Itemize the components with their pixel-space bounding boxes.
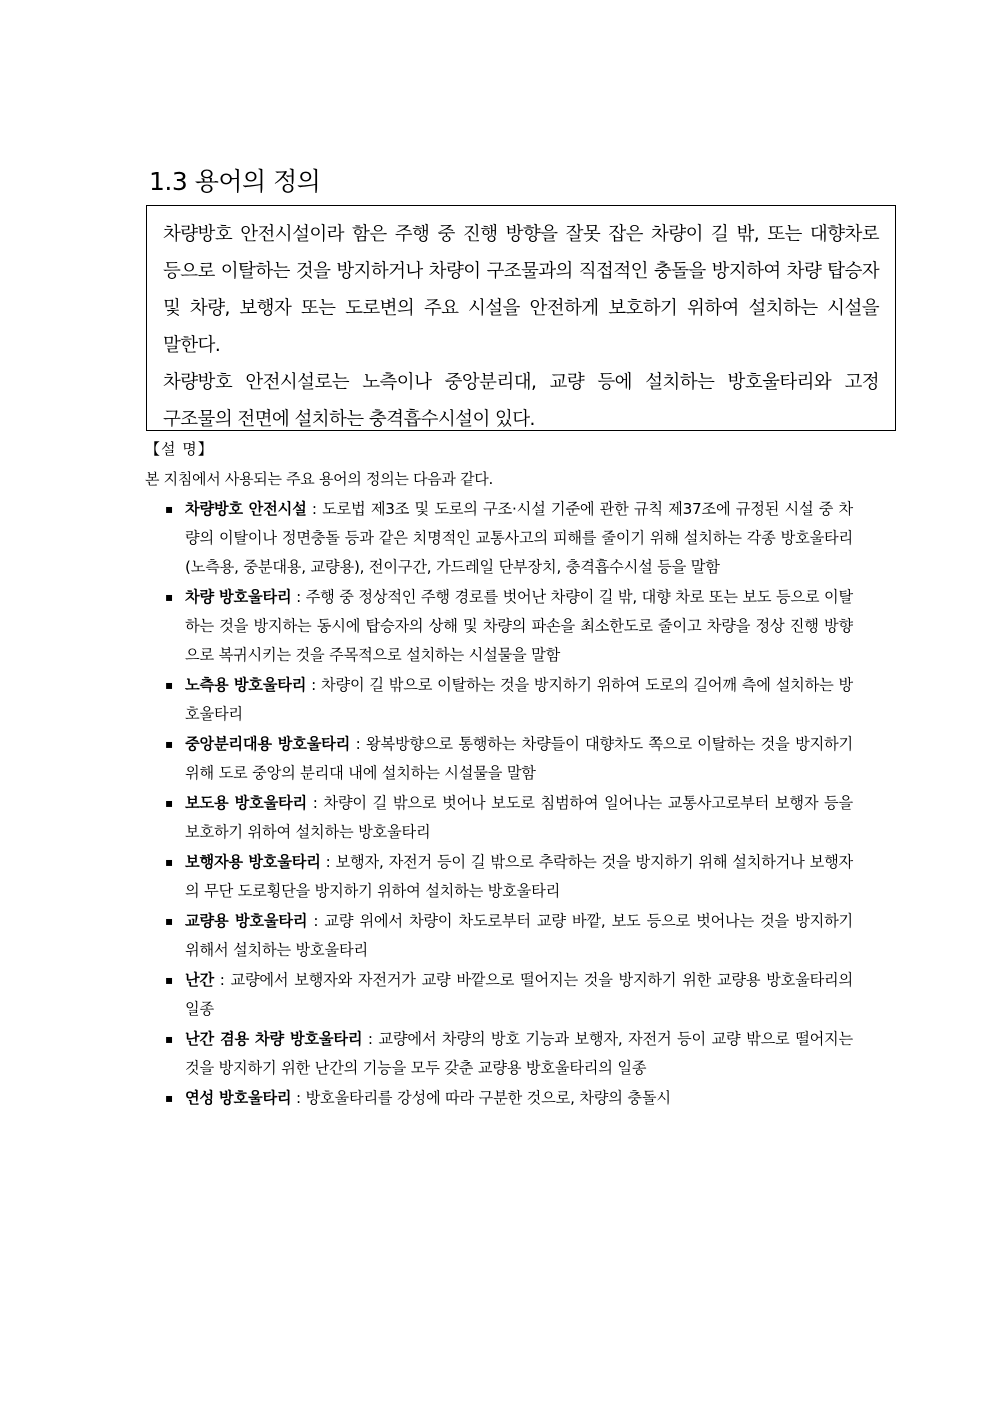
term-item	[163, 730, 853, 788]
term-description: : 방호울타리를 강성에 따라 구분한 것으로, 차량의 충돌시	[291, 1089, 671, 1107]
term-name: 노측용 방호울타리	[185, 676, 307, 694]
bullet-icon: ▪	[165, 737, 173, 751]
term-description: : 교량에서 차량의 방호 기능과 보행자, 자전거 등이 교량 밖으로 떨어지는 것을 방지하기 위한 난간의 기능을 모두 갖춘 교량용 방호울타리의 일종	[185, 1030, 853, 1077]
term-name: 보행자용 방호울타리	[185, 853, 321, 871]
bullet-icon: ▪	[165, 1091, 173, 1105]
term-name: 보도용 방호울타리	[185, 794, 308, 812]
term-name: 교량용 방호울타리	[185, 912, 308, 930]
bullet-icon: ▪	[165, 796, 173, 810]
bullet-icon: ▪	[165, 973, 173, 987]
term-item	[163, 495, 853, 582]
definition-paragraph-1: 차량방호 안전시설이라 함은 주행 중 진행 방향을 잘못 잡은 차량이 길 밖, 또는 대향차로 등으로 이탈하는 것을 방지하거나 차량이 구조물과의 직접적인 충돌을 방지하여 차량 탑승자 및 차량, 보행자 또는 도로변의 주요 시설을 안전하게 보호하기 위하여 설치하는 시설을 말한다.	[163, 224, 879, 356]
term-name: 연성 방호울타리	[185, 1089, 292, 1107]
term-name: 난간	[185, 971, 214, 989]
term-description: : 차량이 길 밖으로 이탈하는 것을 방지하기 위하여 도로의 길어깨 측에 설치하는 방호울타리	[185, 676, 854, 723]
term-item	[163, 848, 853, 906]
term-item	[163, 583, 853, 670]
term-description: : 주행 중 정상적인 주행 경로를 벗어난 차량이 길 밖, 대향 차로 또는 보도 등으로 이탈하는 것을 방지하는 동시에 탑승자의 상해 및 차량의 파손을 최소한도로 줄이고 차량을 정상 진행 방향으로 복귀시키는 것을 주목적으로 설치하는 시설물을 말함	[185, 588, 853, 664]
term-item	[163, 1025, 853, 1083]
term-description: : 왕복방향으로 통행하는 차량들이 대향차도 쪽으로 이탈하는 것을 방지하기 위해 도로 중앙의 분리대 내에 설치하는 시설물을 말함	[185, 735, 853, 782]
term-item	[163, 671, 853, 729]
term-name: 중앙분리대용 방호울타리	[185, 735, 351, 753]
term-item	[163, 789, 853, 847]
definition-box	[146, 205, 896, 431]
term-name: 차량 방호울타리	[185, 588, 292, 606]
term-description: : 교량에서 보행자와 자전거가 교량 바깥으로 떨어지는 것을 방지하기 위한 교량용 방호울타리의 일종	[185, 971, 853, 1018]
bullet-icon: ▪	[165, 590, 173, 604]
explanation-intro: 본 지침에서 사용되는 주요 용어의 정의는 다음과 같다.	[145, 470, 493, 488]
section-heading: 1.3 용어의 정의	[149, 167, 321, 196]
term-description: : 보행자, 자전거 등이 길 밖으로 추락하는 것을 방지하기 위해 설치하거나 보행자의 무단 도로횡단을 방지하기 위하여 설치하는 방호울타리	[185, 853, 854, 900]
bullet-icon: ▪	[165, 678, 173, 692]
term-list	[163, 495, 853, 1114]
explanation-label: 【설 명】	[145, 440, 214, 458]
term-name: 차량방호 안전시설	[185, 500, 307, 518]
bullet-icon: ▪	[165, 1032, 173, 1046]
bullet-icon: ▪	[165, 502, 173, 516]
term-item	[163, 966, 853, 1024]
term-name: 난간 겸용 차량 방호울타리	[185, 1030, 363, 1048]
bullet-icon: ▪	[165, 914, 173, 928]
term-description: : 교량 위에서 차량이 차도로부터 교량 바깥, 보도 등으로 벗어나는 것을 방지하기 위해서 설치하는 방호울타리	[185, 912, 854, 959]
bullet-icon: ▪	[165, 855, 173, 869]
term-item	[163, 907, 853, 965]
definition-paragraph-2: 차량방호 안전시설로는 노측이나 중앙분리대, 교량 등에 설치하는 방호울타리와 고정 구조물의 전면에 설치하는 충격흡수시설이 있다.	[163, 372, 879, 430]
term-description: : 차량이 길 밖으로 벗어나 보도로 침범하여 일어나는 교통사고로부터 보행자 등을 보호하기 위하여 설치하는 방호울타리	[185, 794, 854, 841]
term-item	[163, 1084, 853, 1113]
term-description: : 도로법 제3조 및 도로의 구조·시설 기준에 관한 규칙 제37조에 규정된 시설 중 차량의 이탈이나 정면충돌 등과 같은 치명적인 교통사고의 피해를 줄이기 위해 설치하는 각종 방호울타리(노측용, 중분대용, 교량용), 전이구간, 가드레일 단부장치, 충격흡수시설 등을 말함	[185, 500, 853, 576]
